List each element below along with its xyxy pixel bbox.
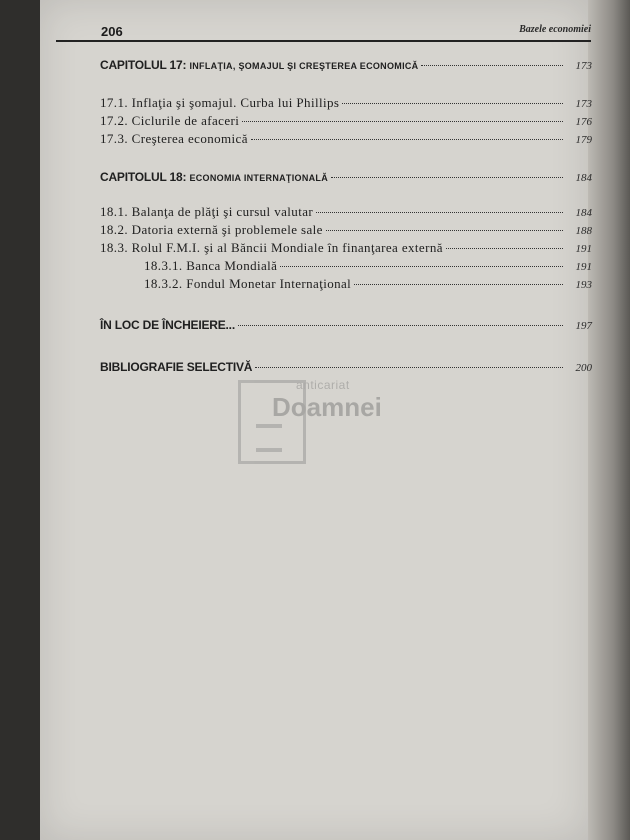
page-ref: 188 xyxy=(575,225,592,237)
page-ref: 176 xyxy=(575,116,592,128)
chapter-label: CAPITOLUL 18: xyxy=(100,170,187,184)
page-ref: 193 xyxy=(575,279,592,291)
leader-dots xyxy=(242,121,563,122)
section-label: 18.3. Rolul F.M.I. şi al Băncii Mondiale în finanţarea externă xyxy=(100,240,443,255)
page-ref: 197 xyxy=(575,320,592,332)
leader-dots xyxy=(255,367,563,368)
page-ref: 184 xyxy=(575,172,592,184)
toc-bibliography xyxy=(100,360,592,374)
subsection-label: 18.3.2. Fondul Monetar Internaţional xyxy=(144,276,352,291)
subsection-label: 18.3.1. Banca Mondială xyxy=(144,258,278,273)
watermark-logo xyxy=(238,378,398,460)
page-header xyxy=(56,22,591,42)
section-label: 17.1. Inflaţia şi şomajul. Curba lui Phillips xyxy=(100,95,340,110)
leader-dots xyxy=(446,248,563,249)
toc-subsection xyxy=(100,258,592,274)
chapter-label: CAPITOLUL 17: xyxy=(100,58,187,72)
leader-dots xyxy=(331,177,563,178)
chapter-title: INFLAŢIA, ŞOMAJUL ŞI CREŞTEREA ECONOMICĂ xyxy=(189,61,419,71)
toc-subsection xyxy=(100,276,592,292)
leader-dots xyxy=(342,103,563,104)
toc-section xyxy=(100,204,592,220)
toc-chapter-17 xyxy=(100,58,592,72)
chapter-label: BIBLIOGRAFIE SELECTIVĂ xyxy=(100,360,253,374)
page-edge xyxy=(588,0,630,840)
section-label: 17.3. Creşterea economică xyxy=(100,131,248,146)
toc-section xyxy=(100,131,592,147)
leader-dots xyxy=(238,325,563,326)
leader-dots xyxy=(280,266,563,267)
toc-section xyxy=(100,95,592,111)
leader-dots xyxy=(316,212,563,213)
page-ref: 184 xyxy=(575,207,592,219)
page-ref: 179 xyxy=(575,134,592,146)
toc-chapter-18 xyxy=(100,170,592,184)
section-label: 17.2. Ciclurile de afaceri xyxy=(100,113,240,128)
leader-dots xyxy=(251,139,563,140)
toc-section xyxy=(100,240,592,256)
books-icon xyxy=(256,424,282,452)
leader-dots xyxy=(354,284,563,285)
chapter-label: ÎN LOC DE ÎNCHEIERE... xyxy=(100,318,235,332)
page-ref: 200 xyxy=(575,362,592,374)
page-ref: 173 xyxy=(575,60,592,72)
chapter-title: ECONOMIA INTERNAŢIONALĂ xyxy=(189,173,329,183)
section-label: 18.2. Datoria externă şi problemele sale xyxy=(100,222,323,237)
page-ref: 191 xyxy=(575,261,592,273)
page-ref: 191 xyxy=(575,243,592,255)
page-number: 206 xyxy=(101,24,123,39)
page-ref: 173 xyxy=(575,98,592,110)
watermark-big-text: Doamnei xyxy=(272,392,382,422)
toc-section xyxy=(100,222,592,238)
toc-conclusion xyxy=(100,318,592,332)
watermark-small-text: anticariat xyxy=(296,378,350,392)
leader-dots xyxy=(326,230,563,231)
leader-dots xyxy=(421,65,563,66)
running-title: Bazele economiei xyxy=(519,24,591,35)
section-label: 18.1. Balanţa de plăţi şi cursul valutar xyxy=(100,204,314,219)
toc-section xyxy=(100,113,592,129)
